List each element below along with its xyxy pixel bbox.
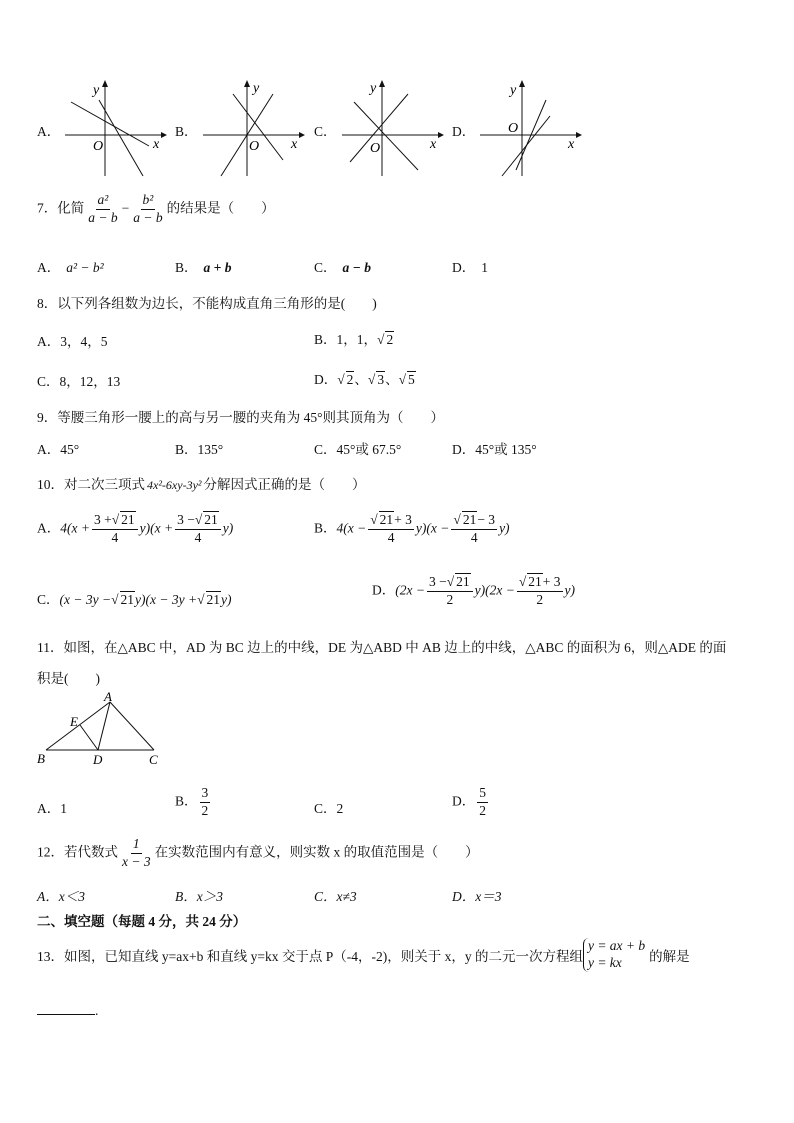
origin: O	[93, 139, 104, 154]
label-e: E	[70, 714, 78, 729]
q12-option-c[interactable]: C．x≠3	[314, 889, 357, 904]
option-label: C．	[314, 124, 337, 139]
label-d: D	[93, 752, 103, 767]
origin: O	[370, 141, 381, 156]
q10-option-d[interactable]: D．(2x − $\frac{3 -√ 21}{2}$ y)(2x − √ $\frac{21+ 3}{2}$ y)	[372, 574, 575, 609]
q6-option-a[interactable]	[37, 80, 167, 180]
q9-option-a[interactable]: A．45°	[37, 442, 80, 457]
q6-graph-b	[199, 80, 305, 180]
q6-graph-d	[476, 80, 582, 180]
q13-stem: 13．如图，已知直线 y=ax+b 和直线 y=kx 交于点 P（-4，-2)，则关于 x，y 的二元一次方程组 y = ax + b y = kx 的解是	[37, 938, 690, 970]
q11-option-d[interactable]: D． $\frac{5}{2}$	[452, 785, 486, 818]
q9-stem: 9．等腰三角形一腰上的高与另一腰的夹角为 45°则其顶角为（ ）	[37, 410, 445, 425]
q11-option-b[interactable]: B． $\frac{3}{2}$	[175, 785, 209, 818]
option-label: B．	[175, 124, 198, 139]
q11-option-c[interactable]: C．2	[314, 801, 344, 816]
q10-option-b[interactable]: B．4(x − √ $\frac{21+ 3}{4}$ y)(x − √ $\frac{21- 3}{4}$ y)	[314, 512, 510, 547]
axis-y: y	[510, 83, 517, 98]
q7-option-c[interactable]: C． a − b	[314, 260, 371, 275]
option-label: D．	[452, 124, 476, 139]
axis-x: x	[291, 137, 298, 152]
axis-x: x	[568, 137, 575, 152]
q9-option-b[interactable]: B．135°	[175, 442, 224, 457]
q12-option-b[interactable]: B．x＞3	[175, 889, 223, 904]
axis-y: y	[370, 81, 377, 96]
q12-fraction: $\frac{1}{x - 3}$	[122, 836, 151, 869]
q10-option-a[interactable]: A．4(x + $\frac{3 +√ 21}{4}$ y)(x + $\frac{3 -√ 21}{4}$ y)	[37, 512, 233, 547]
option-label: A．	[37, 124, 61, 139]
q7-fraction-1: $\frac{\text{a²}}{a - b}$	[88, 192, 118, 225]
q6-option-b[interactable]	[175, 80, 305, 180]
q12-option-a[interactable]: A．x＜3	[37, 889, 85, 904]
section-title: 二、填空题（每题 4 分，共 24 分）	[37, 914, 247, 929]
q6-graph-c	[338, 80, 444, 180]
q8-stem: 8．以下列各组数为边长，不能构成直角三角形的是( )	[37, 296, 377, 311]
origin: O	[249, 139, 260, 154]
q8-option-b[interactable]: B．1，1，√ 2	[314, 328, 394, 348]
q11-triangle-figure	[34, 690, 164, 770]
q10-stem: 10．对二次三项式 4x²-6xy-3y² 分解因式正确的是（ ）	[37, 477, 366, 492]
q11-stem-line2: 积是( )	[37, 671, 100, 686]
axis-x: x	[430, 137, 437, 152]
origin: O	[508, 121, 519, 136]
q7-fraction-2: $\frac{\text{b²}}{a - b}$	[133, 192, 163, 225]
axis-x: x	[153, 137, 160, 152]
q13-answer-blank[interactable]: .	[37, 1000, 98, 1019]
q8-option-a[interactable]: A．3，4，5	[37, 334, 108, 349]
q10-option-c[interactable]: C．(x − 3y −√ 21y)(x − 3y +√ 21y)	[37, 588, 232, 608]
q11-option-a[interactable]: A．1	[37, 801, 67, 816]
q7-option-b[interactable]: B． a + b	[175, 260, 232, 275]
axis-y: y	[253, 81, 260, 96]
q7-option-d[interactable]: D． 1	[452, 260, 488, 275]
q8-option-d[interactable]: D．√ 2、√ 3、√ 5	[314, 368, 416, 388]
label-c: C	[149, 752, 158, 767]
axis-y: y	[93, 83, 100, 98]
q7-stem: 7．化简 $\frac{\text{a²}}{a - b}$ − $\frac{\text{b²}}{a - b}$ 的结果是（ ）	[37, 192, 275, 225]
q6-option-c[interactable]	[314, 80, 444, 180]
q9-option-c[interactable]: C．45°或 67.5°	[314, 442, 402, 457]
q11-stem-line1: 11．如图，在△ABC 中，AD 为 BC 边上的中线，DE 为△ABD 中 AB 边上的中线，△ABC 的面积为 6，则△ADE 的面	[37, 640, 727, 655]
q8-option-c[interactable]: C．8，12，13	[37, 374, 121, 389]
equation-system: y = ax + b y = kx	[583, 938, 645, 972]
q6-option-d[interactable]	[452, 80, 582, 180]
q12-option-d[interactable]: D．x＝3	[452, 889, 502, 904]
label-b: B	[37, 751, 45, 766]
q12-stem: 12．若代数式 $\frac{1}{x - 3}$ 在实数范围内有意义，则实数 x 的取值范围是（ ）	[37, 836, 479, 869]
q7-option-a[interactable]: A． a² − b²	[37, 260, 104, 275]
q9-option-d[interactable]: D．45°或 135°	[452, 442, 537, 457]
q6-graph-a	[61, 80, 167, 180]
label-a: A	[104, 690, 112, 704]
